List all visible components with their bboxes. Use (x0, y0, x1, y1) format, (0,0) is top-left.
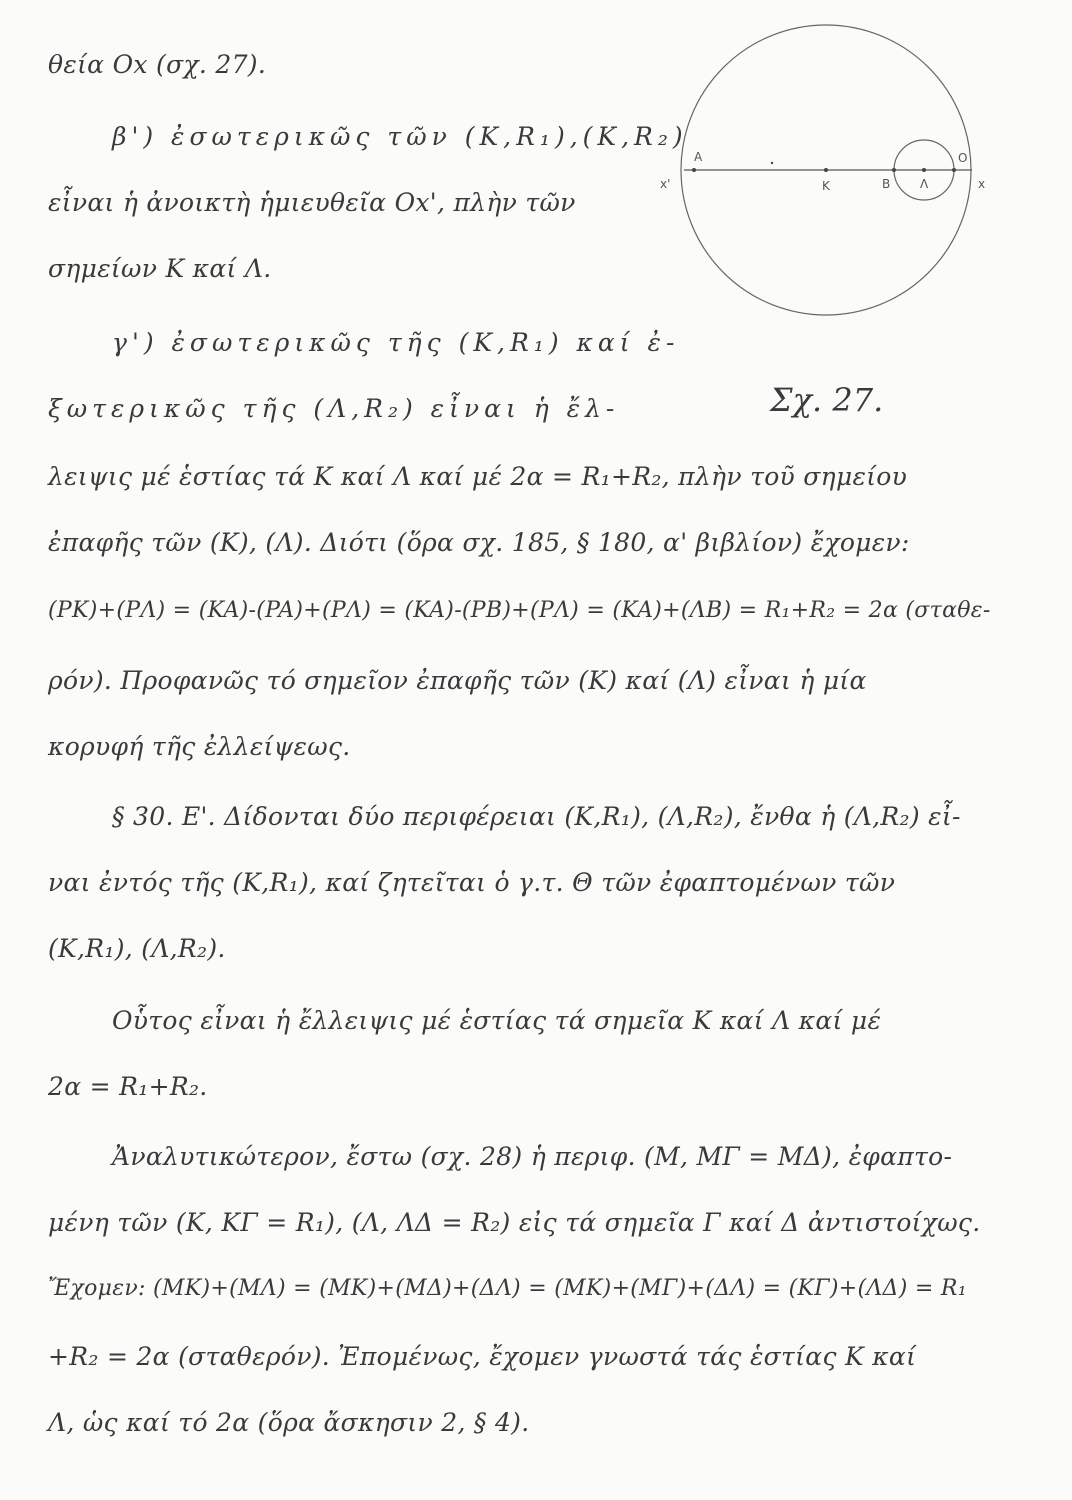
figure-caption: Σχ. 27. (770, 381, 884, 419)
text-line-16: 2α = R₁+R₂. (48, 1072, 208, 1101)
point-b (892, 168, 896, 172)
label-k: K (822, 179, 830, 193)
label-b: B (882, 177, 891, 191)
label-l: Λ (920, 177, 929, 191)
label-o: O (958, 151, 968, 165)
point-dot (771, 162, 773, 164)
text-line-18: μένη τῶν (K, KΓ = R₁), (Λ, ΛΔ = R₂) εἰς τά σημεῖα Γ καί Δ ἀντιστοίχως. (48, 1208, 981, 1237)
text-line-11: κορυφή τῆς ἐλλείψεως. (48, 732, 351, 761)
text-line-13: ναι ἐντός τῆς (K,R₁), καί ζητεῖται ὁ γ.τ. Θ τῶν ἐφαπτομένων τῶν (48, 868, 896, 897)
text-line-15: Οὗτος εἶναι ἡ ἔλλειψις μέ ἑστίας τά σημεῖα K καί Λ καί μέ (112, 1006, 882, 1035)
label-a: A (694, 150, 703, 164)
text-line-2: β') ἐσωτερικῶς τῶν (K,R₁),(K,R₂) (112, 122, 688, 151)
point-l (922, 168, 926, 172)
label-x-prime: x' (660, 177, 671, 191)
text-line-9: (PK)+(PΛ) = (KA)-(PA)+(PΛ) = (KA)-(PB)+(PΛ) = (KA)+(ΛB) = R₁+R₂ = 2α (σταθε- (48, 598, 991, 623)
text-line-14: (K,R₁), (Λ,R₂). (48, 934, 226, 963)
text-line-4: σημείων K καί Λ. (48, 254, 272, 283)
text-line-17: Ἀναλυτικώτερον, ἔστω (σχ. 28) ἡ περιφ. (M, MΓ = MΔ), ἐφαπτο- (112, 1142, 953, 1171)
text-line-5: γ') ἐσωτερικῶς τῆς (K,R₁) καί ἐ- (112, 328, 680, 357)
text-line-3: εἶναι ἡ ἀνοικτὴ ἡμιευθεῖα Ox', πλὴν τῶν (48, 188, 576, 217)
figure-27-diagram (650, 20, 1010, 350)
text-line-21: Λ, ὡς καί τό 2α (ὅρα ἄσκησιν 2, § 4). (48, 1408, 530, 1437)
point-o (952, 168, 956, 172)
text-line-20: +R₂ = 2α (σταθερόν). Ἐπομένως, ἔχομεν γνωστά τάς ἑστίας K καί (48, 1342, 917, 1371)
label-x: x (978, 177, 986, 191)
point-a (692, 168, 696, 172)
text-line-7: λειψις μέ ἑστίας τά K καί Λ καί μέ 2α = R₁+R₂, πλὴν τοῦ σημείου (48, 462, 908, 491)
text-line-8: ἐπαφῆς τῶν (K), (Λ). Διότι (ὅρα σχ. 185, § 180, α' βιβλίον) ἔχομεν: (48, 528, 910, 557)
point-k (824, 168, 828, 172)
section-30-line-1: § 30. Ε'. Δίδονται δύο περιφέρειαι (K,R₁), (Λ,R₂), ἔνθα ἡ (Λ,R₂) εἶ- (112, 802, 961, 831)
text-line-19: Ἔχομεν: (MK)+(MΛ) = (MK)+(MΔ)+(ΔΛ) = (MK)+(MΓ)+(ΔΛ) = (KΓ)+(ΛΔ) = R₁ (48, 1276, 967, 1301)
text-line-1: θεία Ox (σχ. 27). (48, 50, 267, 79)
text-line-10: ρόν). Προφανῶς τό σημεῖον ἐπαφῆς τῶν (K) καί (Λ) εἶναι ἡ μία (48, 666, 867, 695)
text-line-6: ξωτερικῶς τῆς (Λ,R₂) εἶναι ἡ ἔλ- (48, 394, 620, 423)
